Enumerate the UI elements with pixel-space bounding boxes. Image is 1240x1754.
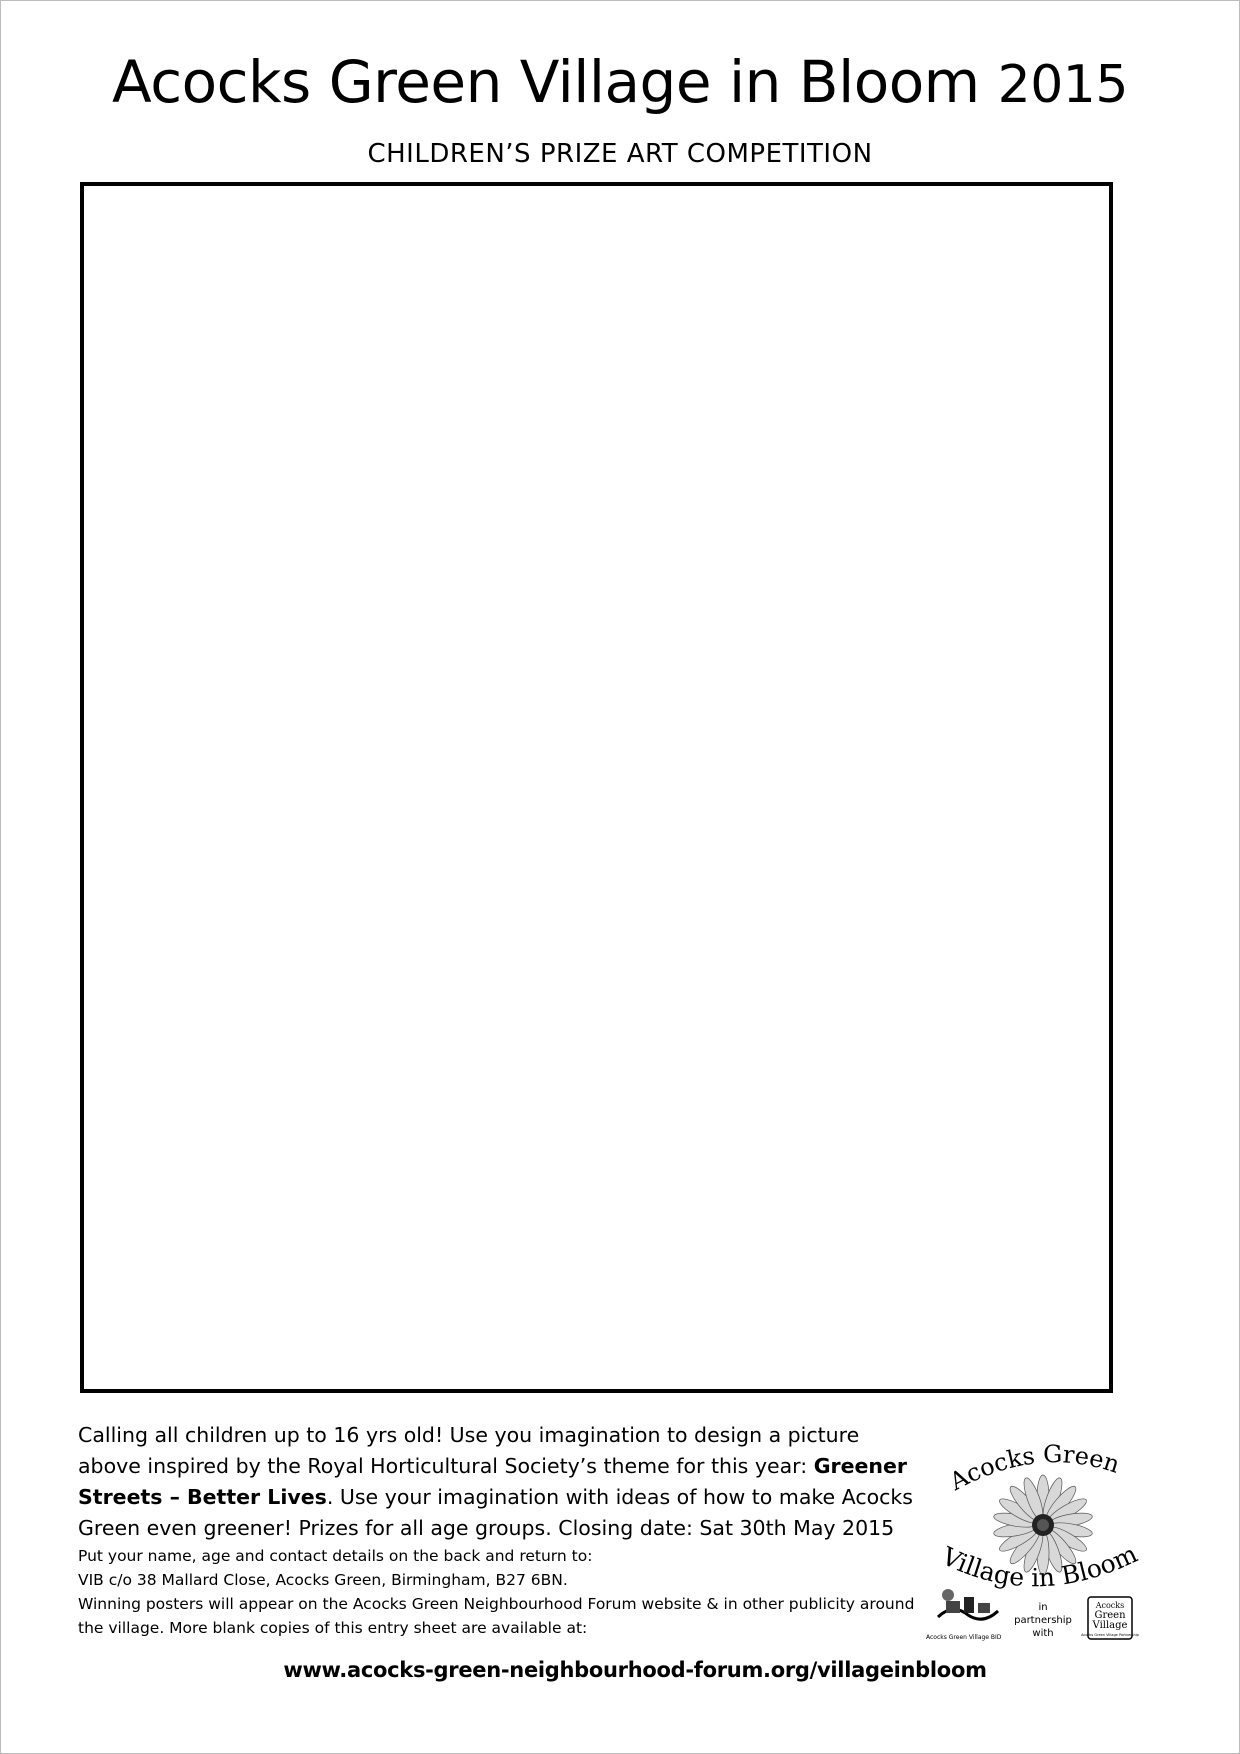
competition-description	[78, 1420, 918, 1544]
bid-logo-icon	[938, 1589, 998, 1619]
village-in-bloom-logo	[918, 1425, 1178, 1655]
partnership-with: with	[1032, 1628, 1054, 1639]
website-link[interactable]: www.acocks-green-neighbourhood-forum.org/villageinbloom	[283, 1658, 987, 1682]
page-title	[0, 48, 1240, 116]
info-block	[78, 1420, 918, 1640]
svg-text:Village: Village	[1092, 1620, 1128, 1631]
rhs-theme: Greener Streets – Better Lives	[78, 1454, 908, 1509]
partnership-word: partnership	[1014, 1615, 1072, 1626]
return-instructions: Put your name, age and contact details on the back and return to:	[78, 1547, 593, 1565]
publicity-note: Winning posters will appear on the Acocks Green Neighbourhood Forum website & in other publicity around the village. More blank copies of this entry sheet are available at:	[78, 1595, 915, 1637]
competition-subtitle: CHILDREN’S PRIZE ART COMPETITION	[367, 139, 873, 169]
title-year: 2015	[997, 55, 1128, 115]
return-address: VIB c/o 38 Mallard Close, Acocks Green, Birmingham, B27 6BN.	[78, 1571, 568, 1589]
title-text: Acocks Green Village in Bloom	[112, 48, 980, 116]
logo-top-text: Acocks Green	[945, 1440, 1124, 1496]
description-part-1: Calling all children up to 16 yrs old! Use you imagination to design a picture above inspired by the Royal Horticultural Society’s theme for this year:	[78, 1423, 860, 1478]
svg-text:Acocks Green Village Partnersh: Acocks Green Village Partnership	[1081, 1633, 1139, 1637]
svg-text:Green: Green	[1094, 1610, 1126, 1621]
svg-text:Acocks: Acocks	[1095, 1601, 1125, 1610]
bid-caption: Acocks Green Village BID	[926, 1634, 1002, 1641]
logo-bottom-text: Village in Bloom	[937, 1538, 1142, 1593]
drawing-area[interactable]	[80, 182, 1113, 1393]
description-part-2: . Use your imagination with ideas of how to make Acocks Green even greener! Prizes for all age groups. Closing date: Sat 30th May 2015	[78, 1485, 913, 1540]
partnership-in: in	[1038, 1602, 1048, 1613]
village-partnership-logo-icon	[1081, 1597, 1140, 1639]
